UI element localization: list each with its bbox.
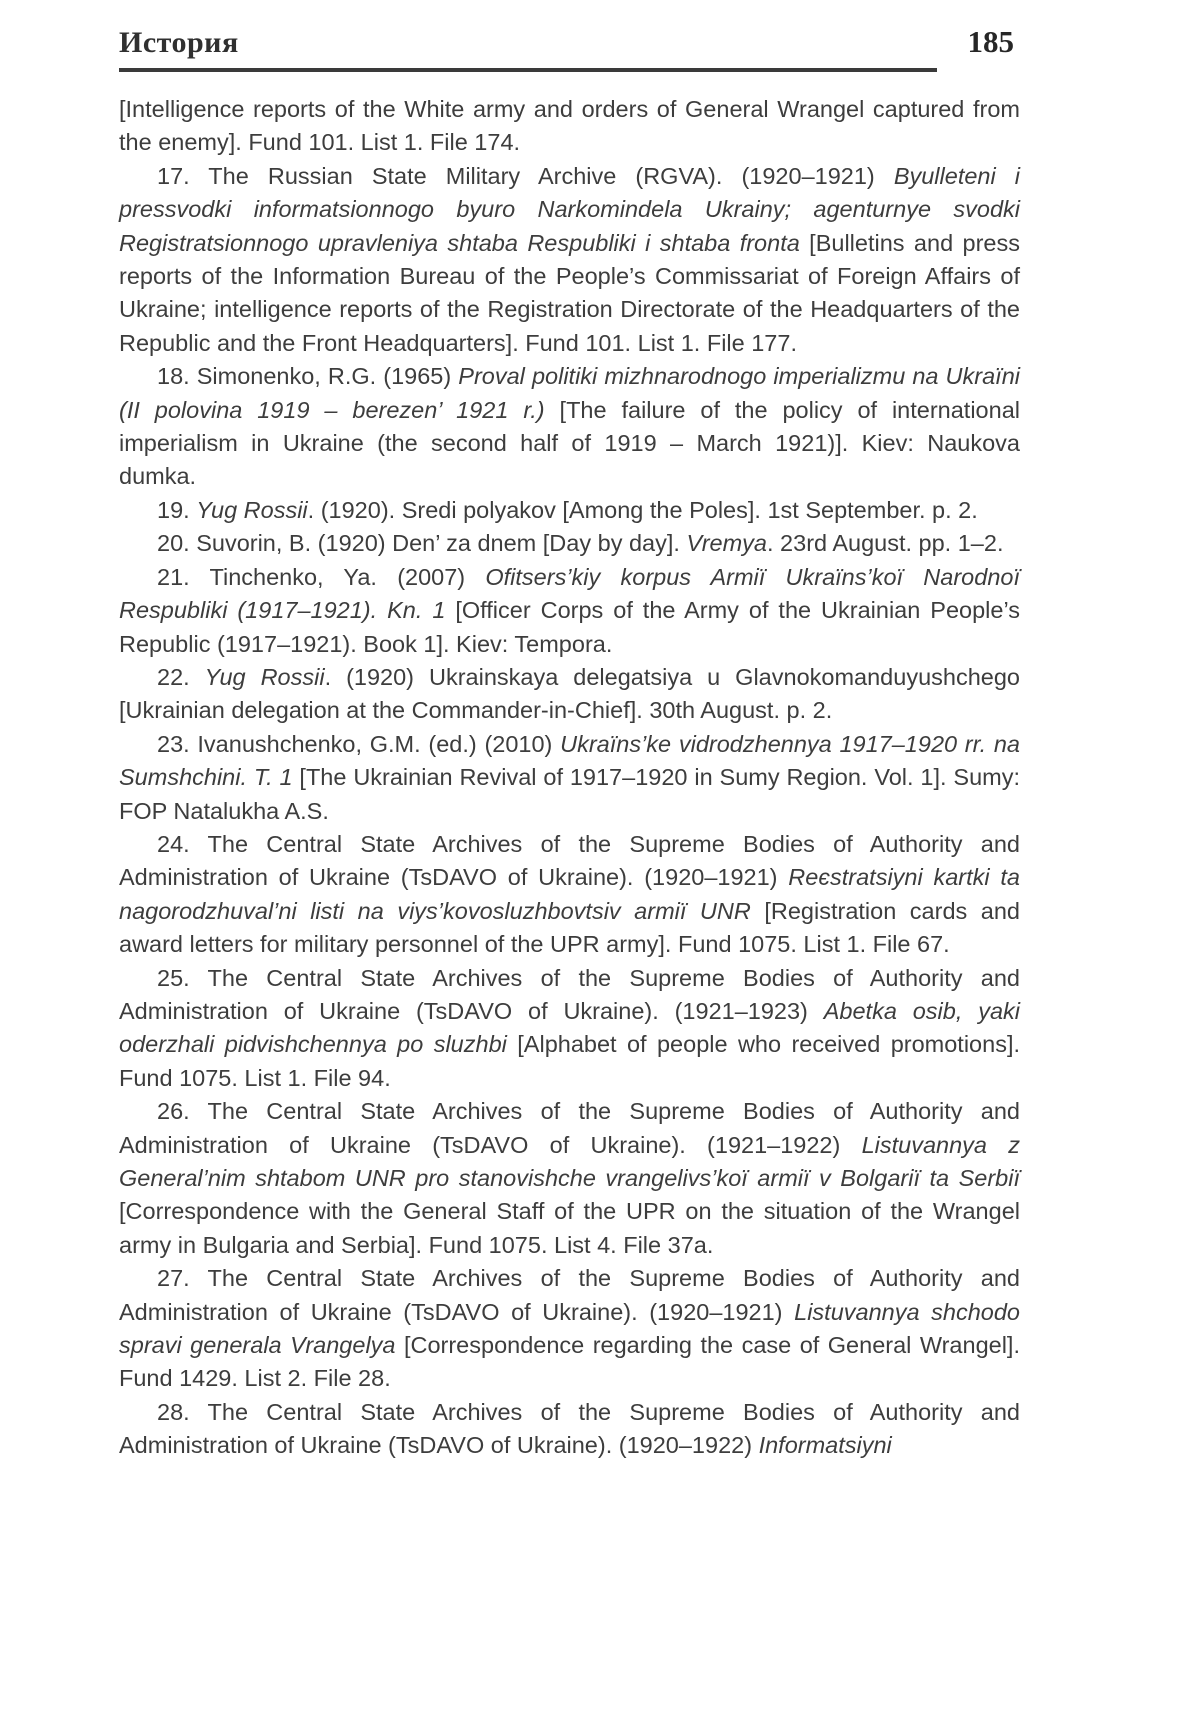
reference-text-run: [Bulletins and press reports of the Information Bureau of the People’s Commissariat of Foreign Affairs of Ukraine; intelligence reports of the Registration Directorate of the Headquarters of the Republic and the Front Headquarters]. Fund 101. List 1. File 177. (119, 229, 1020, 356)
reference-text-run: . (1920). Sredi polyakov [Among the Poles]. 1st September. p. 2. (307, 496, 978, 523)
reference-title-run: Listuvannya shchodo spravi generala Vrangelya (119, 1298, 1020, 1359)
reference-title-run: Informatsiyni (758, 1432, 892, 1459)
reference-paragraph (119, 828, 1020, 962)
reference-paragraph (119, 661, 1020, 728)
reference-text-run: 17. The Russian State Military Archive (RGVA). (1920–1921) (157, 162, 894, 189)
reference-paragraph (119, 561, 1020, 661)
reference-text-run: 23. Ivanushchenko, G.M. (ed.) (2010) (157, 730, 561, 757)
reference-text-run: [Intelligence reports of the White army and orders of General Wrangel captured from the enemy]. Fund 101. List 1. File 174. (119, 96, 1020, 156)
reference-text-run: 26. The Central State Archives of the Supreme Bodies of Authority and Administration of Ukraine (TsDAVO of Ukraine). (1921–1922) (119, 1098, 1020, 1158)
reference-text-run: 19. (157, 496, 197, 523)
reference-title-run: Vremya (686, 530, 767, 557)
reference-paragraph (119, 527, 1020, 560)
reference-paragraph (119, 494, 1020, 527)
reference-paragraph (119, 1095, 1020, 1262)
running-head: История (119, 26, 239, 59)
reference-text-run: [Correspondence regarding the case of General Wrangel]. Fund 1429. List 2. File 28. (119, 1332, 1020, 1392)
reference-text-run: 27. The Central State Archives of the Supreme Bodies of Authority and Administration of Ukraine (TsDAVO of Ukraine). (1920–1921) (119, 1265, 1020, 1325)
reference-text-run: . (1920) Ukrainskaya delegatsiya u Glavnokomanduyushchego [Ukrainian delegation at the Commander-in-Chief]. 30th August. p. 2. (119, 663, 1020, 724)
page-header (119, 24, 1020, 60)
reference-paragraph (119, 1262, 1020, 1396)
reference-paragraph (119, 93, 1020, 160)
reference-text-run: [Officer Corps of the Army of the Ukrainian People’s Republic (1917–1921). Book 1]. Kiev: Tempora. (119, 597, 1020, 657)
reference-title-run: Ukraïns’ke vidrodzhennya 1917–1920 rr. na Sumshchini. T. 1 (119, 730, 1020, 791)
reference-title-run: Reєstratsiyni kartki ta nagorodzhuval’ni listi na viys’kovosluzhbovtsiv armiï UNR (119, 864, 1020, 924)
reference-text-run: [Registration cards and award letters for military personnel of the UPR army]. Fund 1075. List 1. File 67. (119, 897, 1021, 958)
reference-text-run: 22. (157, 663, 205, 690)
reference-text-run: 20. Suvorin, B. (1920) Den’ za dnem [Day by day]. (157, 530, 687, 557)
reference-text-run: [The failure of the policy of international imperialism in Ukraine (the second half of 1919 – March 1921)]. Kiev: Naukova dumka. (119, 396, 1020, 490)
reference-title-run: Ofitsers’kiy korpus Armiï Ukraïns’koï Narodnoï Respubliki (1917–1921). Kn. 1 (119, 563, 1020, 624)
reference-list (119, 93, 1020, 1463)
reference-text-run: 18. Simonenko, R.G. (1965) (157, 363, 459, 390)
header-rule (119, 68, 937, 72)
reference-text-run: [Alphabet of people who received promotions]. Fund 1075. List 1. File 94. (119, 1031, 1021, 1091)
reference-title-run: Yug Rossii (204, 663, 325, 690)
reference-text-run: 21. Tinchenko, Ya. (2007) (157, 563, 486, 590)
reference-title-run: Abetka osib, yaki oderzhali pidvishchennya po sluzhbi (119, 997, 1021, 1058)
reference-text-run: 24. The Central State Archives of the Supreme Bodies of Authority and Administration of Ukraine (TsDAVO of Ukraine). (1920–1921) (119, 830, 1020, 891)
reference-text-run: 28. The Central State Archives of the Supreme Bodies of Authority and Administration of Ukraine (TsDAVO of Ukraine). (1920–1922) (119, 1398, 1020, 1459)
reference-paragraph (119, 1396, 1020, 1463)
reference-paragraph (119, 728, 1020, 828)
reference-text-run: [Correspondence with the General Staff of the UPR on the situation of the Wrangel army in Bulgaria and Serbia]. Fund 1075. List 4. File 37a. (119, 1198, 1020, 1258)
reference-paragraph (119, 962, 1020, 1096)
page-number: 185 (967, 24, 1014, 59)
reference-title-run: Byulleteni i pressvodki informatsionnogo byuro Narkomindela Ukrainy; agenturnye svodki Registratsionnogo upravleniya shtaba Respubliki i shtaba fronta (119, 162, 1020, 256)
reference-title-run: Listuvannya z General’nim shtabom UNR pro stanovishche vrangelivs’koï armiï v Bolgariï ta Serbiï (119, 1131, 1020, 1191)
reference-text-run: [The Ukrainian Revival of 1917–1920 in Sumy Region. Vol. 1]. Sumy: FOP Natalukha A.S. (119, 764, 1020, 824)
reference-title-run: Yug Rossii (196, 496, 308, 523)
reference-paragraph (119, 160, 1020, 360)
reference-text-run: . 23rd August. pp. 1–2. (767, 530, 1004, 557)
reference-text-run: 25. The Central State Archives of the Supreme Bodies of Authority and Administration of Ukraine (TsDAVO of Ukraine). (1921–1923) (119, 964, 1020, 1024)
reference-paragraph (119, 360, 1020, 494)
reference-title-run: Proval politiki mizhnarodnogo imperializmu na Ukraïni (II polovina 1919 – berezen’ 1921 r.) (119, 363, 1020, 423)
